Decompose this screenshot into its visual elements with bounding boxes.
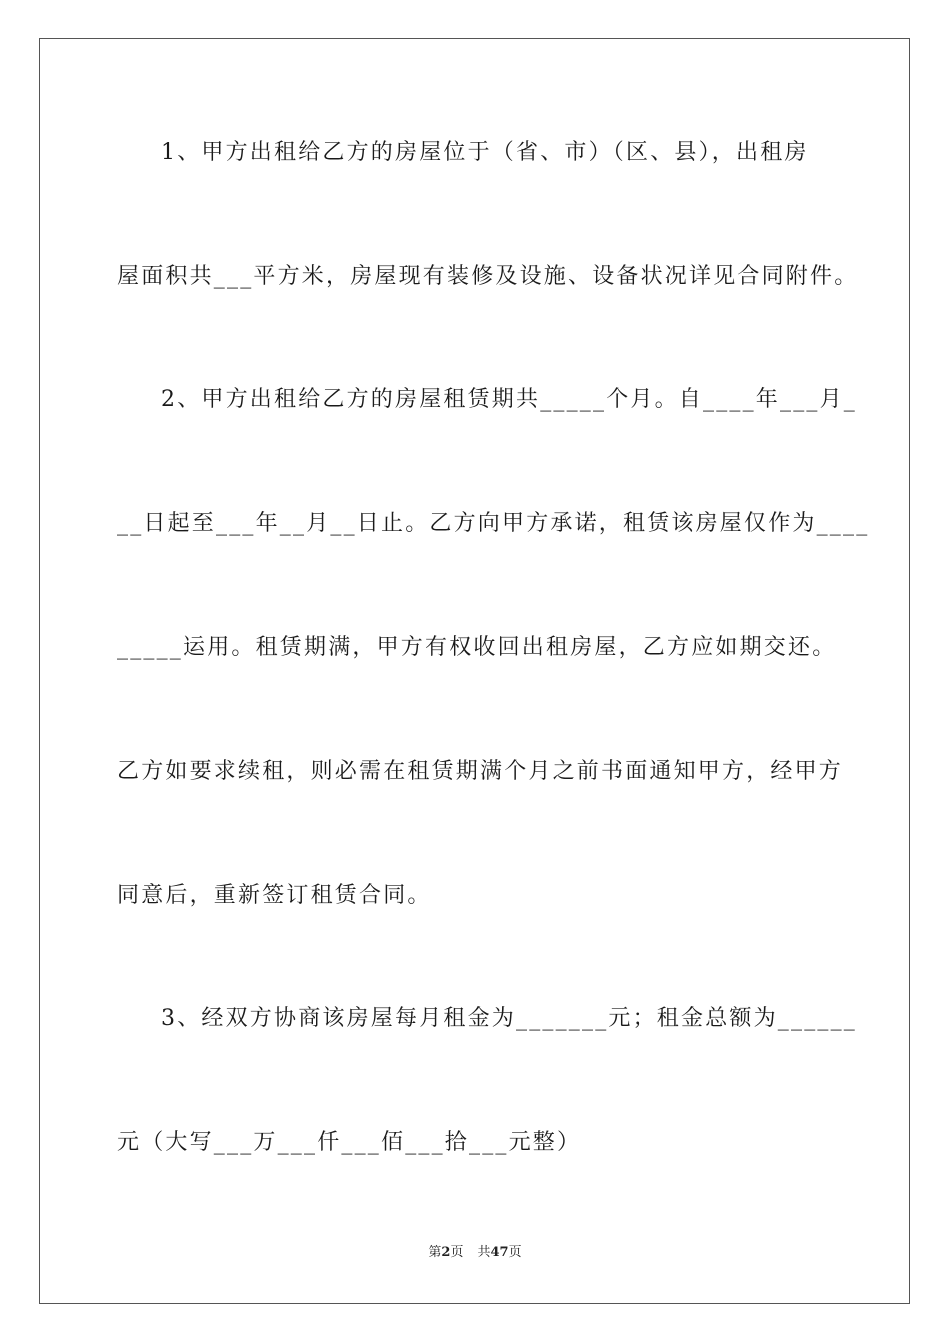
clause-2-line-4: 乙方如要求续租，则必需在租赁期满个月之前书面通知甲方，经甲方 <box>117 759 844 784</box>
page-suffix: 页 <box>450 1245 464 1260</box>
clause-1-line-1: 1、甲方出租给乙方的房屋位于（省、市）（区、县），出租房 <box>161 140 809 165</box>
total-suffix: 页 <box>508 1245 522 1260</box>
page-frame <box>39 38 910 1304</box>
clause-3-line-1: 3、经双方协商该房屋每月租金为_______元；租金总额为______ <box>161 1006 857 1031</box>
clause-2-line-5: 同意后，重新签订租赁合同。 <box>117 883 432 908</box>
total-prefix: 共 <box>477 1245 491 1260</box>
page-number: 2 <box>441 1245 451 1260</box>
clause-1-line-2: 屋面积共___平方米，房屋现有装修及设施、设备状况详见合同附件。 <box>117 264 859 289</box>
clause-3-line-2: 元（大写___万___仟___佰___拾___元整） <box>117 1130 582 1155</box>
total-pages: 47 <box>490 1245 509 1260</box>
page-footer <box>0 1244 950 1262</box>
page-prefix: 第 <box>428 1245 442 1260</box>
clause-2-line-3: _____运用。租赁期满，甲方有权收回出租房屋，乙方应如期交还。 <box>117 635 837 660</box>
clause-2-line-2: __日起至___年__月__日止。乙方向甲方承诺，租赁该房屋仅作为____ <box>117 511 870 536</box>
clause-2-line-1: 2、甲方出租给乙方的房屋租赁期共_____个月。自____年___月_ <box>161 387 857 412</box>
